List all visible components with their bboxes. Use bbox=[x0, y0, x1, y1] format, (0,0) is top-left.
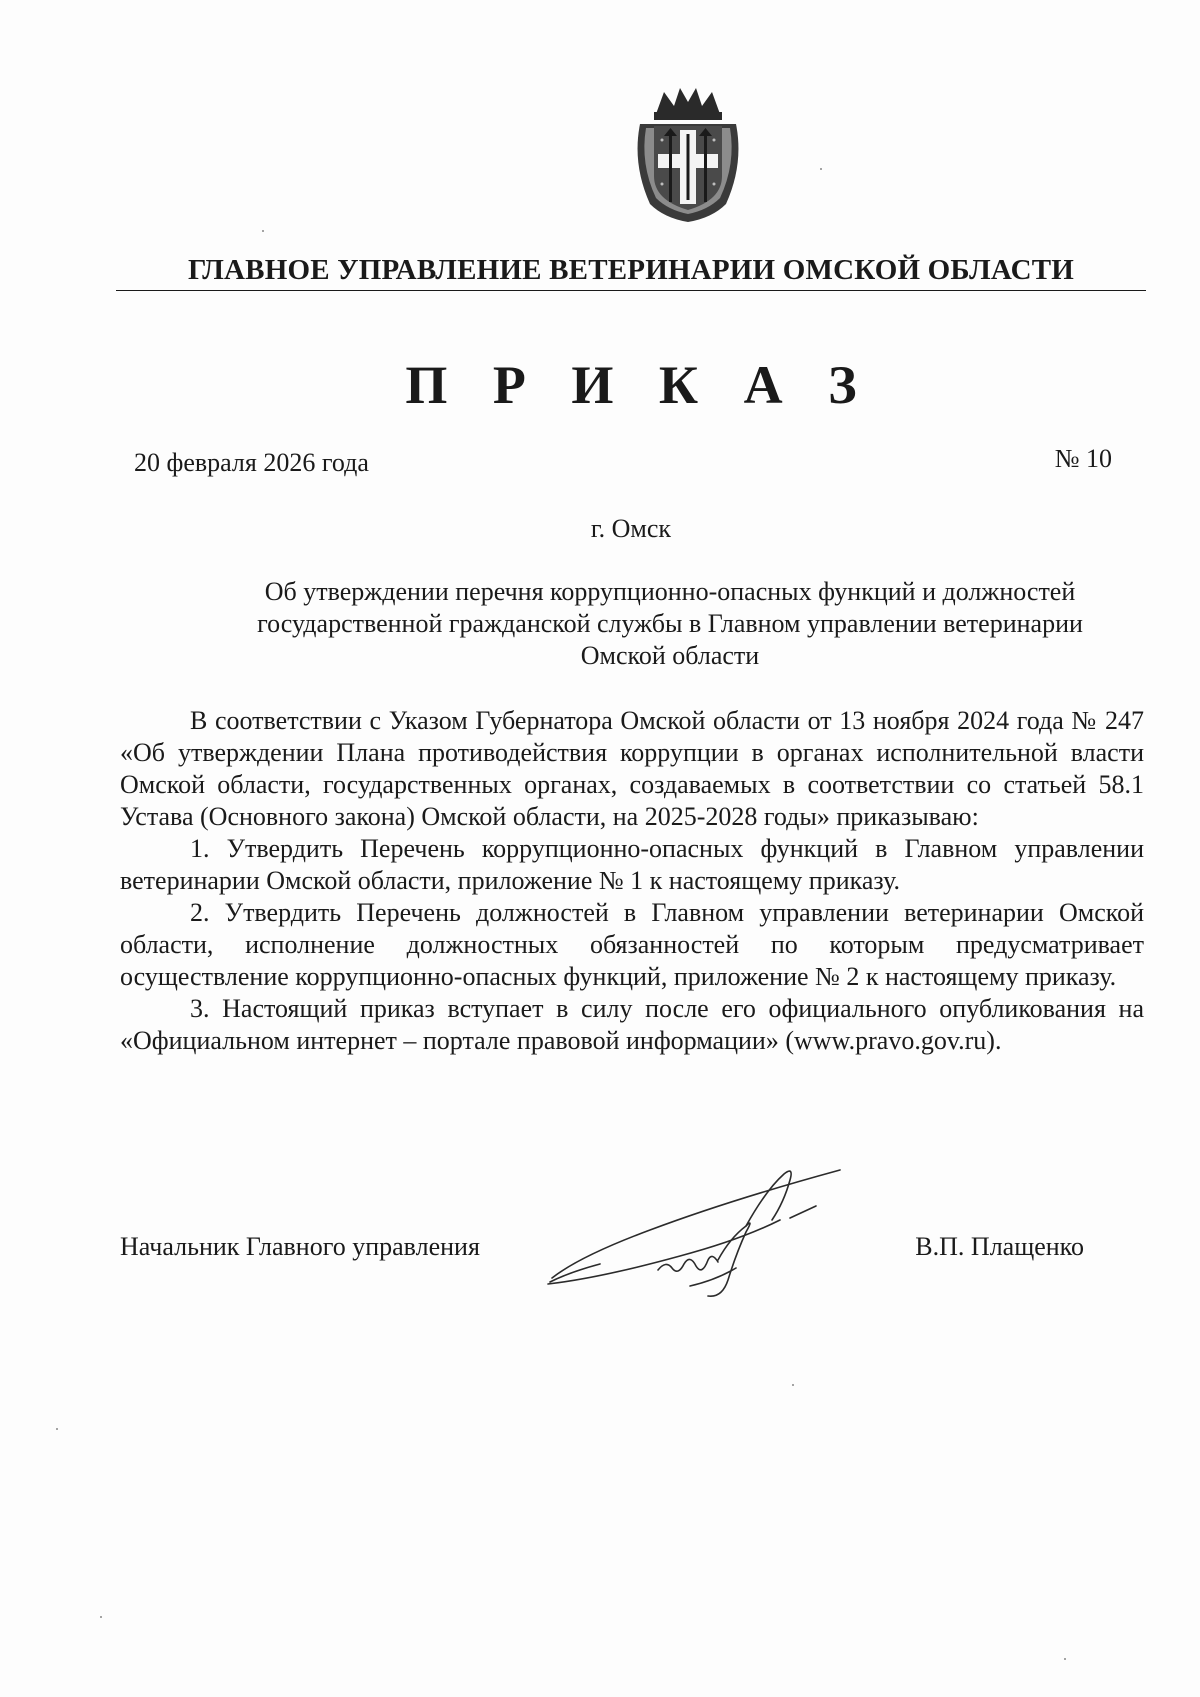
document-subject bbox=[190, 576, 1150, 672]
document-city: г. Омск bbox=[590, 514, 672, 543]
body-paragraph-item-1: 1. Утвердить Перечень коррупционно-опасных функций в Главном управлении ветеринарии Омской области, приложение № 1 к настоящему приказу. bbox=[120, 834, 1144, 895]
scan-speck bbox=[262, 230, 264, 232]
document-date: 20 февраля 2026 года bbox=[134, 448, 369, 477]
subject-line: Омской области bbox=[580, 641, 760, 670]
scan-speck bbox=[820, 168, 822, 170]
organization-name: ГЛАВНОЕ УПРАВЛЕНИЕ ВЕТЕРИНАРИИ ОМСКОЙ ОБЛАСТИ bbox=[187, 254, 1075, 286]
signature-block bbox=[120, 1232, 1144, 1292]
signatory-position: Начальник Главного управления bbox=[120, 1232, 480, 1261]
body-paragraph-item-3: 3. Настоящий приказ вступает в силу после его официального опубликования на «Официальном интернет – портале правовой информации» (www.pravo.gov.ru). bbox=[120, 994, 1144, 1055]
scan-speck bbox=[792, 1384, 794, 1386]
document-type-title: П Р И К А З bbox=[405, 355, 873, 415]
signatory-name: В.П. Плащенко bbox=[915, 1232, 1084, 1261]
subject-line: Об утверждении перечня коррупционно-опасных функций и должностей bbox=[264, 577, 1076, 606]
body-paragraph-item-2: 2. Утвердить Перечень должностей в Главном управлении ветеринарии Омской области, исполнение должностных обязанностей по которым предусматривает осуществление коррупционно-опасных функций, приложение № 2 к настоящему приказу. bbox=[120, 898, 1144, 991]
subject-line: государственной гражданской службы в Главном управлении ветеринарии bbox=[257, 609, 1083, 638]
coat-of-arms-icon bbox=[628, 84, 748, 224]
document-body bbox=[120, 705, 1144, 1057]
header-divider bbox=[116, 290, 1146, 291]
body-paragraph-preamble: В соответствии с Указом Губернатора Омской области от 13 ноября 2024 года № 247 «Об утверждении Плана противодействия коррупции в органах исполнительной власти Омской области, государственных органах, создаваемых в соответствии со статьей 58.1 Устава (Основного закона) Омской области, на 2025-2028 годы» приказываю: bbox=[120, 706, 1144, 831]
document-number: № 10 bbox=[1054, 444, 1112, 473]
scan-speck bbox=[56, 1428, 58, 1430]
scan-speck bbox=[1064, 1658, 1066, 1660]
scan-speck bbox=[100, 1616, 102, 1618]
